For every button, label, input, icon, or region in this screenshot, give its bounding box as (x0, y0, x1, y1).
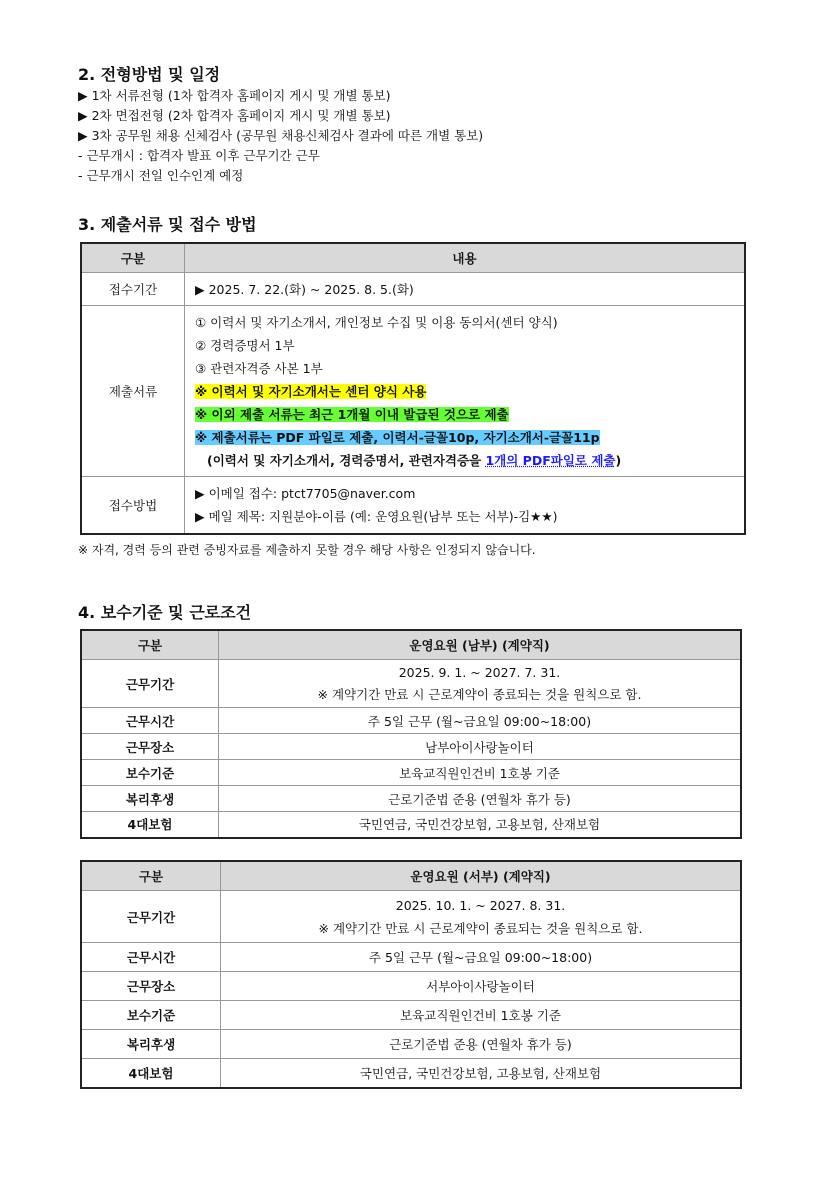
notice-single-pdf: (이력서 및 자기소개서, 경력증명서, 관련자격증을 1개의 PDF파일로 제출) (207, 453, 622, 468)
row-label: 4대보험 (81, 1059, 221, 1088)
period-label: 접수기간 (81, 273, 185, 306)
section4-title: 4. 보수기준 및 근로조건 (78, 603, 252, 622)
doc-item: ① 이력서 및 자기소개서, 개인정보 수집 및 이용 동의서(센터 양식) (195, 315, 558, 330)
docs-label: 제출서류 (81, 306, 185, 477)
row-value: 근로기준법 준용 (연월차 휴가 등) (221, 1030, 742, 1059)
submission-table (80, 242, 746, 535)
row-label: 근무기간 (81, 891, 221, 943)
row-value: 국민연금, 국민건강보험, 고용보험, 산재보험 (219, 812, 742, 838)
single-pdf-emphasis: 1개의 PDF파일로 제출 (485, 453, 616, 468)
row-label: 4대보험 (81, 812, 219, 838)
row-value: 보육교직원인건비 1호봉 기준 (219, 760, 742, 786)
notice-recent: ※ 이외 제출 서류는 최근 1개월 이내 발급된 것으로 제출 (195, 407, 509, 422)
section2-line: ▶ 1차 서류전형 (1차 합격자 홈페이지 게시 및 개별 통보) (78, 88, 391, 103)
row-label: 복리후생 (81, 786, 219, 812)
section2-line: - 근무개시 전일 인수인계 예정 (78, 168, 244, 183)
section2-line: ▶ 3차 공무원 채용 신체검사 (공무원 채용신체검사 결과에 따른 개별 통보) (78, 128, 484, 143)
method-email: ▶ 이메일 접수: ptct7705@naver.com (195, 486, 416, 501)
period-value: ▶ 2025. 7. 22.(화) ~ 2025. 8. 5.(화) (185, 273, 746, 306)
row-label: 근무장소 (81, 972, 221, 1001)
doc-item: ② 경력증명서 1부 (195, 338, 295, 353)
section3-title: 3. 제출서류 및 접수 방법 (78, 215, 257, 234)
row-value: 주 5일 근무 (월~금요일 09:00~18:00) (219, 708, 742, 734)
doc-item: ③ 관련자격증 사본 1부 (195, 361, 323, 376)
header-category: 구분 (81, 243, 185, 273)
header-content: 내용 (185, 243, 746, 273)
notice-pdf: ※ 제출서류는 PDF 파일로 제출, 이력서-글꼴10p, 자기소개서-글꼴11p (195, 430, 600, 445)
row-value: 국민연금, 국민건강보험, 고용보험, 산재보험 (221, 1059, 742, 1088)
row-value: 근로기준법 준용 (연월차 휴가 등) (219, 786, 742, 812)
row-value: 주 5일 근무 (월~금요일 09:00~18:00) (221, 943, 742, 972)
conditions-table-west (80, 860, 742, 1089)
docs-cell (185, 306, 746, 477)
row-label: 근무시간 (81, 708, 219, 734)
row-label: 근무시간 (81, 943, 221, 972)
method-label: 접수방법 (81, 477, 185, 535)
row-value: 보육교직원인건비 1호봉 기준 (221, 1001, 742, 1030)
method-cell (185, 477, 746, 535)
section2-line: - 근무개시 : 합격자 발표 이후 근무기간 근무 (78, 148, 320, 163)
conditions-table-south (80, 629, 742, 839)
row-value: 남부아이사랑놀이터 (219, 734, 742, 760)
header-category: 구분 (81, 861, 221, 891)
header-position: 운영요원 (서부) (계약직) (221, 861, 742, 891)
section2-title: 2. 전형방법 및 일정 (78, 65, 221, 84)
header-category: 구분 (81, 630, 219, 660)
footnote: ※ 자격, 경력 등의 관련 증빙자료를 제출하지 못할 경우 해당 사항은 인정되지 않습니다. (78, 543, 536, 557)
row-value: 2025. 10. 1. ~ 2027. 8. 31. ※ 계약기간 만료 시 근로계약이 종료되는 것을 원칙으로 함. (221, 891, 742, 943)
row-label: 근무장소 (81, 734, 219, 760)
header-position: 운영요원 (남부) (계약직) (219, 630, 742, 660)
row-value: 서부아이사랑놀이터 (221, 972, 742, 1001)
row-label: 보수기준 (81, 760, 219, 786)
row-label: 근무기간 (81, 660, 219, 708)
section2-line: ▶ 2차 면접전형 (2차 합격자 홈페이지 게시 및 개별 통보) (78, 108, 391, 123)
row-value: 2025. 9. 1. ~ 2027. 7. 31. ※ 계약기간 만료 시 근로계약이 종료되는 것을 원칙으로 함. (219, 660, 742, 708)
row-label: 보수기준 (81, 1001, 221, 1030)
notice-form: ※ 이력서 및 자기소개서는 센터 양식 사용 (195, 384, 427, 399)
method-subject: ▶ 메일 제목: 지원분야-이름 (예: 운영요원(남부 또는 서부)-김★★) (195, 509, 558, 524)
row-label: 복리후생 (81, 1030, 221, 1059)
